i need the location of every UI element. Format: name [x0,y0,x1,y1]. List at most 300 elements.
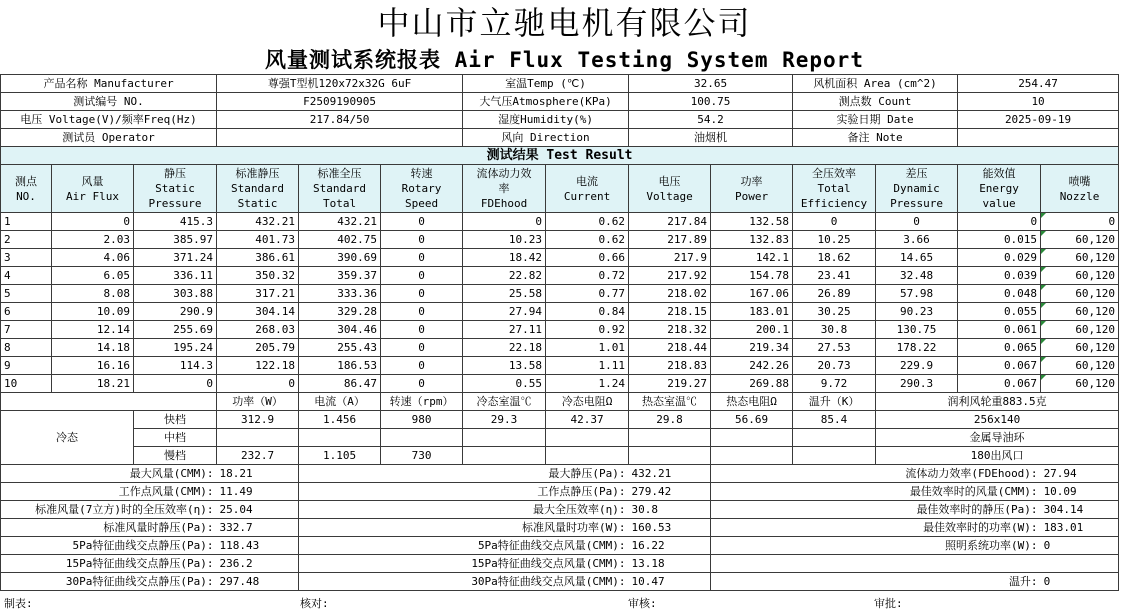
table-cell: 432.21 [217,213,299,231]
table-cell: 13.58 [463,357,546,375]
table-cell: 303.88 [134,285,217,303]
table-cell: 219.27 [629,375,711,393]
table-cell: 132.58 [711,213,793,231]
table-cell: 0 [793,213,876,231]
summary-value: 13.18 [629,555,711,573]
atmosphere-value: 100.75 [629,93,793,111]
voltage-value: 217.84/50 [217,111,463,129]
table-cell: 1.01 [546,339,629,357]
table-cell: 217.84 [629,213,711,231]
reviewed-by-label: 审核: [628,597,657,610]
table-row [1,303,1119,321]
summary-row [1,465,1119,483]
table-cell: 0 [381,303,463,321]
table-cell: 0.84 [546,303,629,321]
column-header: 流体动力效 率 FDEhood [463,165,546,213]
table-cell: 218.15 [629,303,711,321]
table-cell: 0.067 [958,357,1041,375]
summary-label: 最大静压(Pa): [299,465,629,483]
table-cell: 18.21 [52,375,134,393]
blank-cell [1,393,134,411]
table-cell: 183.01 [711,303,793,321]
summary-value: 118.43 [217,537,299,555]
table-cell: 30.8 [793,321,876,339]
summary-value: 11.49 [217,483,299,501]
table-cell: 90.23 [876,303,958,321]
approved-by-label: 审批: [874,597,903,610]
table-cell: 60,120 [1041,231,1119,249]
table-cell: 219.34 [711,339,793,357]
summary-label: 标准风量时功率(W): [299,519,629,537]
table-cell: 14.18 [52,339,134,357]
cold-note: 金属导油环 [876,429,1119,447]
table-row [1,213,1119,231]
table-row [1,357,1119,375]
table-cell: 186.53 [299,357,381,375]
summary-label: 30Pa特征曲线交点静压(Pa): [1,573,217,591]
cold-value [217,429,299,447]
table-cell: 359.37 [299,267,381,285]
table-cell: 229.9 [876,357,958,375]
summary-value: 304.14 [1041,501,1119,519]
summary-label: 30Pa特征曲线交点风量(CMM): [299,573,629,591]
table-cell: 0 [381,231,463,249]
row-index: 8 [1,339,52,357]
summary-row [1,573,1119,591]
cold-value [546,447,629,465]
table-cell: 218.83 [629,357,711,375]
row-index: 10 [1,375,52,393]
table-cell: 415.3 [134,213,217,231]
cold-header: 温升（K） [793,393,876,411]
date-label: 实验日期 Date [793,111,958,129]
table-cell: 290.9 [134,303,217,321]
info-row [1,111,1119,129]
cold-value: 1.456 [299,411,381,429]
row-index: 9 [1,357,52,375]
summary-value [1041,555,1119,573]
area-value: 254.47 [958,75,1119,93]
table-cell: 385.97 [134,231,217,249]
cold-group-label: 冷态 [1,411,134,465]
summary-label: 5Pa特征曲线交点静压(Pa): [1,537,217,555]
table-cell: 0.77 [546,285,629,303]
table-cell: 401.73 [217,231,299,249]
cold-value: 56.69 [711,411,793,429]
made-by-label: 制表: [4,597,33,610]
table-row [1,267,1119,285]
cold-note: 180出风口 [876,447,1119,465]
report-table [0,74,1119,591]
table-cell: 205.79 [217,339,299,357]
table-cell: 304.14 [217,303,299,321]
table-cell: 60,120 [1041,285,1119,303]
summary-label: 标准风量时静压(Pa): [1,519,217,537]
summary-row [1,501,1119,519]
table-cell: 269.88 [711,375,793,393]
cold-value: 232.7 [217,447,299,465]
temp-value: 32.65 [629,75,793,93]
table-cell: 304.46 [299,321,381,339]
cold-note: 256x140 [876,411,1119,429]
table-cell: 22.82 [463,267,546,285]
signature-footer [0,595,1129,610]
table-cell: 0 [381,339,463,357]
table-cell: 217.9 [629,249,711,267]
summary-row [1,483,1119,501]
summary-value: 160.53 [629,519,711,537]
info-row [1,129,1119,147]
table-row [1,249,1119,267]
table-cell: 60,120 [1041,303,1119,321]
cold-value [629,447,711,465]
cold-value [546,429,629,447]
company-name: 中山市立驰电机有限公司 [377,4,752,42]
summary-value: 10.09 [1041,483,1119,501]
table-cell: 3.66 [876,231,958,249]
summary-label: 最大风量(CMM): [1,465,217,483]
table-cell: 10.09 [52,303,134,321]
summary-value: 279.42 [629,483,711,501]
column-header: 能效值 Energy value [958,165,1041,213]
gear-label: 慢档 [134,447,217,465]
area-label: 风机面积 Area (cm^2) [793,75,958,93]
summary-label: 15Pa特征曲线交点静压(Pa): [1,555,217,573]
summary-label: 标准风量(7立方)时的全压效率(η): [1,501,217,519]
operator-value [217,129,463,147]
table-cell: 0 [381,285,463,303]
test-no-label: 测试编号 NO. [1,93,217,111]
cold-value [463,447,546,465]
table-cell: 27.53 [793,339,876,357]
table-cell: 290.3 [876,375,958,393]
note-value [958,129,1119,147]
summary-label: 最佳效率时的功率(W): [711,519,1041,537]
column-header: 风量 Air Flux [52,165,134,213]
cold-mid-row [1,429,1119,447]
cold-header: 热态电阻Ω [711,393,793,411]
column-header: 转速 Rotary Speed [381,165,463,213]
cold-header: 热态室温℃ [629,393,711,411]
cold-value: 980 [381,411,463,429]
table-cell: 195.24 [134,339,217,357]
table-cell: 0.067 [958,375,1041,393]
table-row [1,231,1119,249]
column-header: 差压 Dynamic Pressure [876,165,958,213]
column-header: 喷嘴 Nozzle [1041,165,1119,213]
table-cell: 390.69 [299,249,381,267]
operator-label: 测试员 Operator [1,129,217,147]
table-cell: 4.06 [52,249,134,267]
row-index: 1 [1,213,52,231]
table-cell: 402.75 [299,231,381,249]
table-row [1,285,1119,303]
table-cell: 0.72 [546,267,629,285]
table-cell: 27.94 [463,303,546,321]
table-cell: 0.065 [958,339,1041,357]
row-index: 4 [1,267,52,285]
table-cell: 122.18 [217,357,299,375]
cold-value [793,429,876,447]
summary-value: 297.48 [217,573,299,591]
table-cell: 217.92 [629,267,711,285]
result-title-row [1,147,1119,165]
summary-label: 流体动力效率(FDEhood): [711,465,1041,483]
checked-by-label: 核对: [300,597,329,610]
table-cell: 0.66 [546,249,629,267]
row-index: 7 [1,321,52,339]
report-title: 风量测试系统报表 Air Flux Testing System Report [265,48,864,72]
summary-value: 0 [1041,537,1119,555]
row-index: 3 [1,249,52,267]
count-value: 10 [958,93,1119,111]
info-row [1,93,1119,111]
summary-row [1,519,1119,537]
table-cell: 242.26 [711,357,793,375]
table-cell: 218.44 [629,339,711,357]
row-index: 5 [1,285,52,303]
table-cell: 10.25 [793,231,876,249]
test-no-value: F2509190905 [217,93,463,111]
table-cell: 0 [958,213,1041,231]
cold-value: 312.9 [217,411,299,429]
row-index: 6 [1,303,52,321]
table-cell: 0.55 [463,375,546,393]
info-row [1,75,1119,93]
table-cell: 1.24 [546,375,629,393]
column-header-row [1,165,1119,213]
table-cell: 217.89 [629,231,711,249]
table-cell: 2.03 [52,231,134,249]
cold-value [793,447,876,465]
table-cell: 6.05 [52,267,134,285]
summary-label: 15Pa特征曲线交点风量(CMM): [299,555,629,573]
cold-value [711,447,793,465]
gear-label: 中档 [134,429,217,447]
table-cell: 60,120 [1041,249,1119,267]
blank-cell [134,393,217,411]
temp-label: 室温Temp (℃) [463,75,629,93]
table-cell: 0 [381,213,463,231]
table-cell: 10.23 [463,231,546,249]
table-cell: 336.11 [134,267,217,285]
data-rows [1,213,1119,393]
table-cell: 114.3 [134,357,217,375]
table-cell: 0.039 [958,267,1041,285]
cold-value: 1.105 [299,447,381,465]
manufacturer-label: 产品名称 Manufacturer [1,75,217,93]
cold-value: 42.37 [546,411,629,429]
table-cell: 130.75 [876,321,958,339]
cold-header-row [1,393,1119,411]
table-cell: 22.18 [463,339,546,357]
summary-label: 照明系统功率(W): [711,537,1041,555]
column-header: 标准全压 Standard Total [299,165,381,213]
summary-label [711,555,1041,573]
table-cell: 0.015 [958,231,1041,249]
summary-value: 432.21 [629,465,711,483]
table-cell: 268.03 [217,321,299,339]
table-cell: 0.061 [958,321,1041,339]
summary-value: 25.04 [217,501,299,519]
table-cell: 16.16 [52,357,134,375]
table-cell: 60,120 [1041,375,1119,393]
summary-value: 236.2 [217,555,299,573]
table-cell: 0.62 [546,231,629,249]
table-cell: 14.65 [876,249,958,267]
table-cell: 60,120 [1041,357,1119,375]
gear-label: 快档 [134,411,217,429]
humidity-value: 54.2 [629,111,793,129]
cold-slow-row [1,447,1119,465]
table-cell: 9.72 [793,375,876,393]
table-cell: 0.92 [546,321,629,339]
table-cell: 8.08 [52,285,134,303]
table-cell: 178.22 [876,339,958,357]
table-cell: 25.58 [463,285,546,303]
summary-value: 10.47 [629,573,711,591]
table-cell: 0.055 [958,303,1041,321]
table-cell: 18.42 [463,249,546,267]
table-cell: 0.048 [958,285,1041,303]
table-cell: 386.61 [217,249,299,267]
column-header: 功率 Power [711,165,793,213]
table-cell: 0 [217,375,299,393]
table-cell: 0 [381,249,463,267]
cold-header: 电流（A） [299,393,381,411]
summary-label: 工作点静压(Pa): [299,483,629,501]
table-cell: 0.029 [958,249,1041,267]
cold-value [711,429,793,447]
table-cell: 86.47 [299,375,381,393]
table-cell: 20.73 [793,357,876,375]
table-cell: 371.24 [134,249,217,267]
table-cell: 0 [52,213,134,231]
table-cell: 218.32 [629,321,711,339]
humidity-label: 湿度Humidity(%) [463,111,629,129]
summary-label: 5Pa特征曲线交点风量(CMM): [299,537,629,555]
cold-header: 冷态室温℃ [463,393,546,411]
direction-value: 油烟机 [629,129,793,147]
column-header: 电流 Current [546,165,629,213]
cold-value [629,429,711,447]
summary-block [1,465,1119,591]
cold-header: 功率（W） [217,393,299,411]
note-label: 备注 Note [793,129,958,147]
table-cell: 60,120 [1041,267,1119,285]
table-cell: 0 [463,213,546,231]
cold-header-note: 润利风轮重883.5克 [876,393,1119,411]
column-header: 静压 Static Pressure [134,165,217,213]
voltage-label: 电压 Voltage(V)/频率Freq(Hz) [1,111,217,129]
summary-label: 最佳效率时的风量(CMM): [711,483,1041,501]
table-row [1,375,1119,393]
direction-label: 风向 Direction [463,129,629,147]
table-cell: 60,120 [1041,321,1119,339]
column-header: 标准静压 Standard Static [217,165,299,213]
result-title: 测试结果 Test Result [1,147,1119,165]
table-cell: 32.48 [876,267,958,285]
table-cell: 255.43 [299,339,381,357]
table-cell: 12.14 [52,321,134,339]
summary-label: 最佳效率时的静压(Pa): [711,501,1041,519]
cold-value [463,429,546,447]
manufacturer-value: 尊强T型机120x72x32G 6uF [217,75,463,93]
table-cell: 0.62 [546,213,629,231]
summary-value: 30.8 [629,501,711,519]
table-cell: 0 [381,357,463,375]
cold-value: 85.4 [793,411,876,429]
table-cell: 167.06 [711,285,793,303]
summary-value: 16.22 [629,537,711,555]
table-cell: 329.28 [299,303,381,321]
table-cell: 0 [134,375,217,393]
table-cell: 218.02 [629,285,711,303]
summary-value: 27.94 [1041,465,1119,483]
table-cell: 132.83 [711,231,793,249]
table-cell: 57.98 [876,285,958,303]
count-label: 测点数 Count [793,93,958,111]
cold-value: 730 [381,447,463,465]
table-cell: 0 [1041,213,1119,231]
summary-label: 最大全压效率(η): [299,501,629,519]
table-cell: 23.41 [793,267,876,285]
cold-header: 转速（rpm） [381,393,463,411]
cold-value [299,429,381,447]
table-cell: 432.21 [299,213,381,231]
table-cell: 30.25 [793,303,876,321]
table-cell: 0 [381,321,463,339]
summary-row [1,537,1119,555]
table-row [1,339,1119,357]
cold-value: 29.8 [629,411,711,429]
column-header: 测点 NO. [1,165,52,213]
table-cell: 200.1 [711,321,793,339]
table-cell: 154.78 [711,267,793,285]
summary-value: 18.21 [217,465,299,483]
column-header: 电压 Voltage [629,165,711,213]
cold-fast-row [1,411,1119,429]
atmosphere-label: 大气压Atmosphere(KPa) [463,93,629,111]
cold-value: 29.3 [463,411,546,429]
table-cell: 333.36 [299,285,381,303]
cold-header: 冷态电阻Ω [546,393,629,411]
table-cell: 142.1 [711,249,793,267]
table-cell: 1.11 [546,357,629,375]
table-cell: 0 [381,375,463,393]
table-cell: 18.62 [793,249,876,267]
row-index: 2 [1,231,52,249]
table-cell: 0 [381,267,463,285]
table-cell: 350.32 [217,267,299,285]
summary-row [1,555,1119,573]
table-cell: 27.11 [463,321,546,339]
cold-value [381,429,463,447]
table-cell: 60,120 [1041,339,1119,357]
table-cell: 255.69 [134,321,217,339]
summary-value: 183.01 [1041,519,1119,537]
summary-value: 332.7 [217,519,299,537]
table-cell: 26.89 [793,285,876,303]
table-cell: 317.21 [217,285,299,303]
table-row [1,321,1119,339]
summary-value: 0 [1041,573,1119,591]
summary-label: 温升: [711,573,1041,591]
date-value: 2025-09-19 [958,111,1119,129]
cold-state-block [1,393,1119,465]
summary-label: 工作点风量(CMM): [1,483,217,501]
table-cell: 0 [876,213,958,231]
